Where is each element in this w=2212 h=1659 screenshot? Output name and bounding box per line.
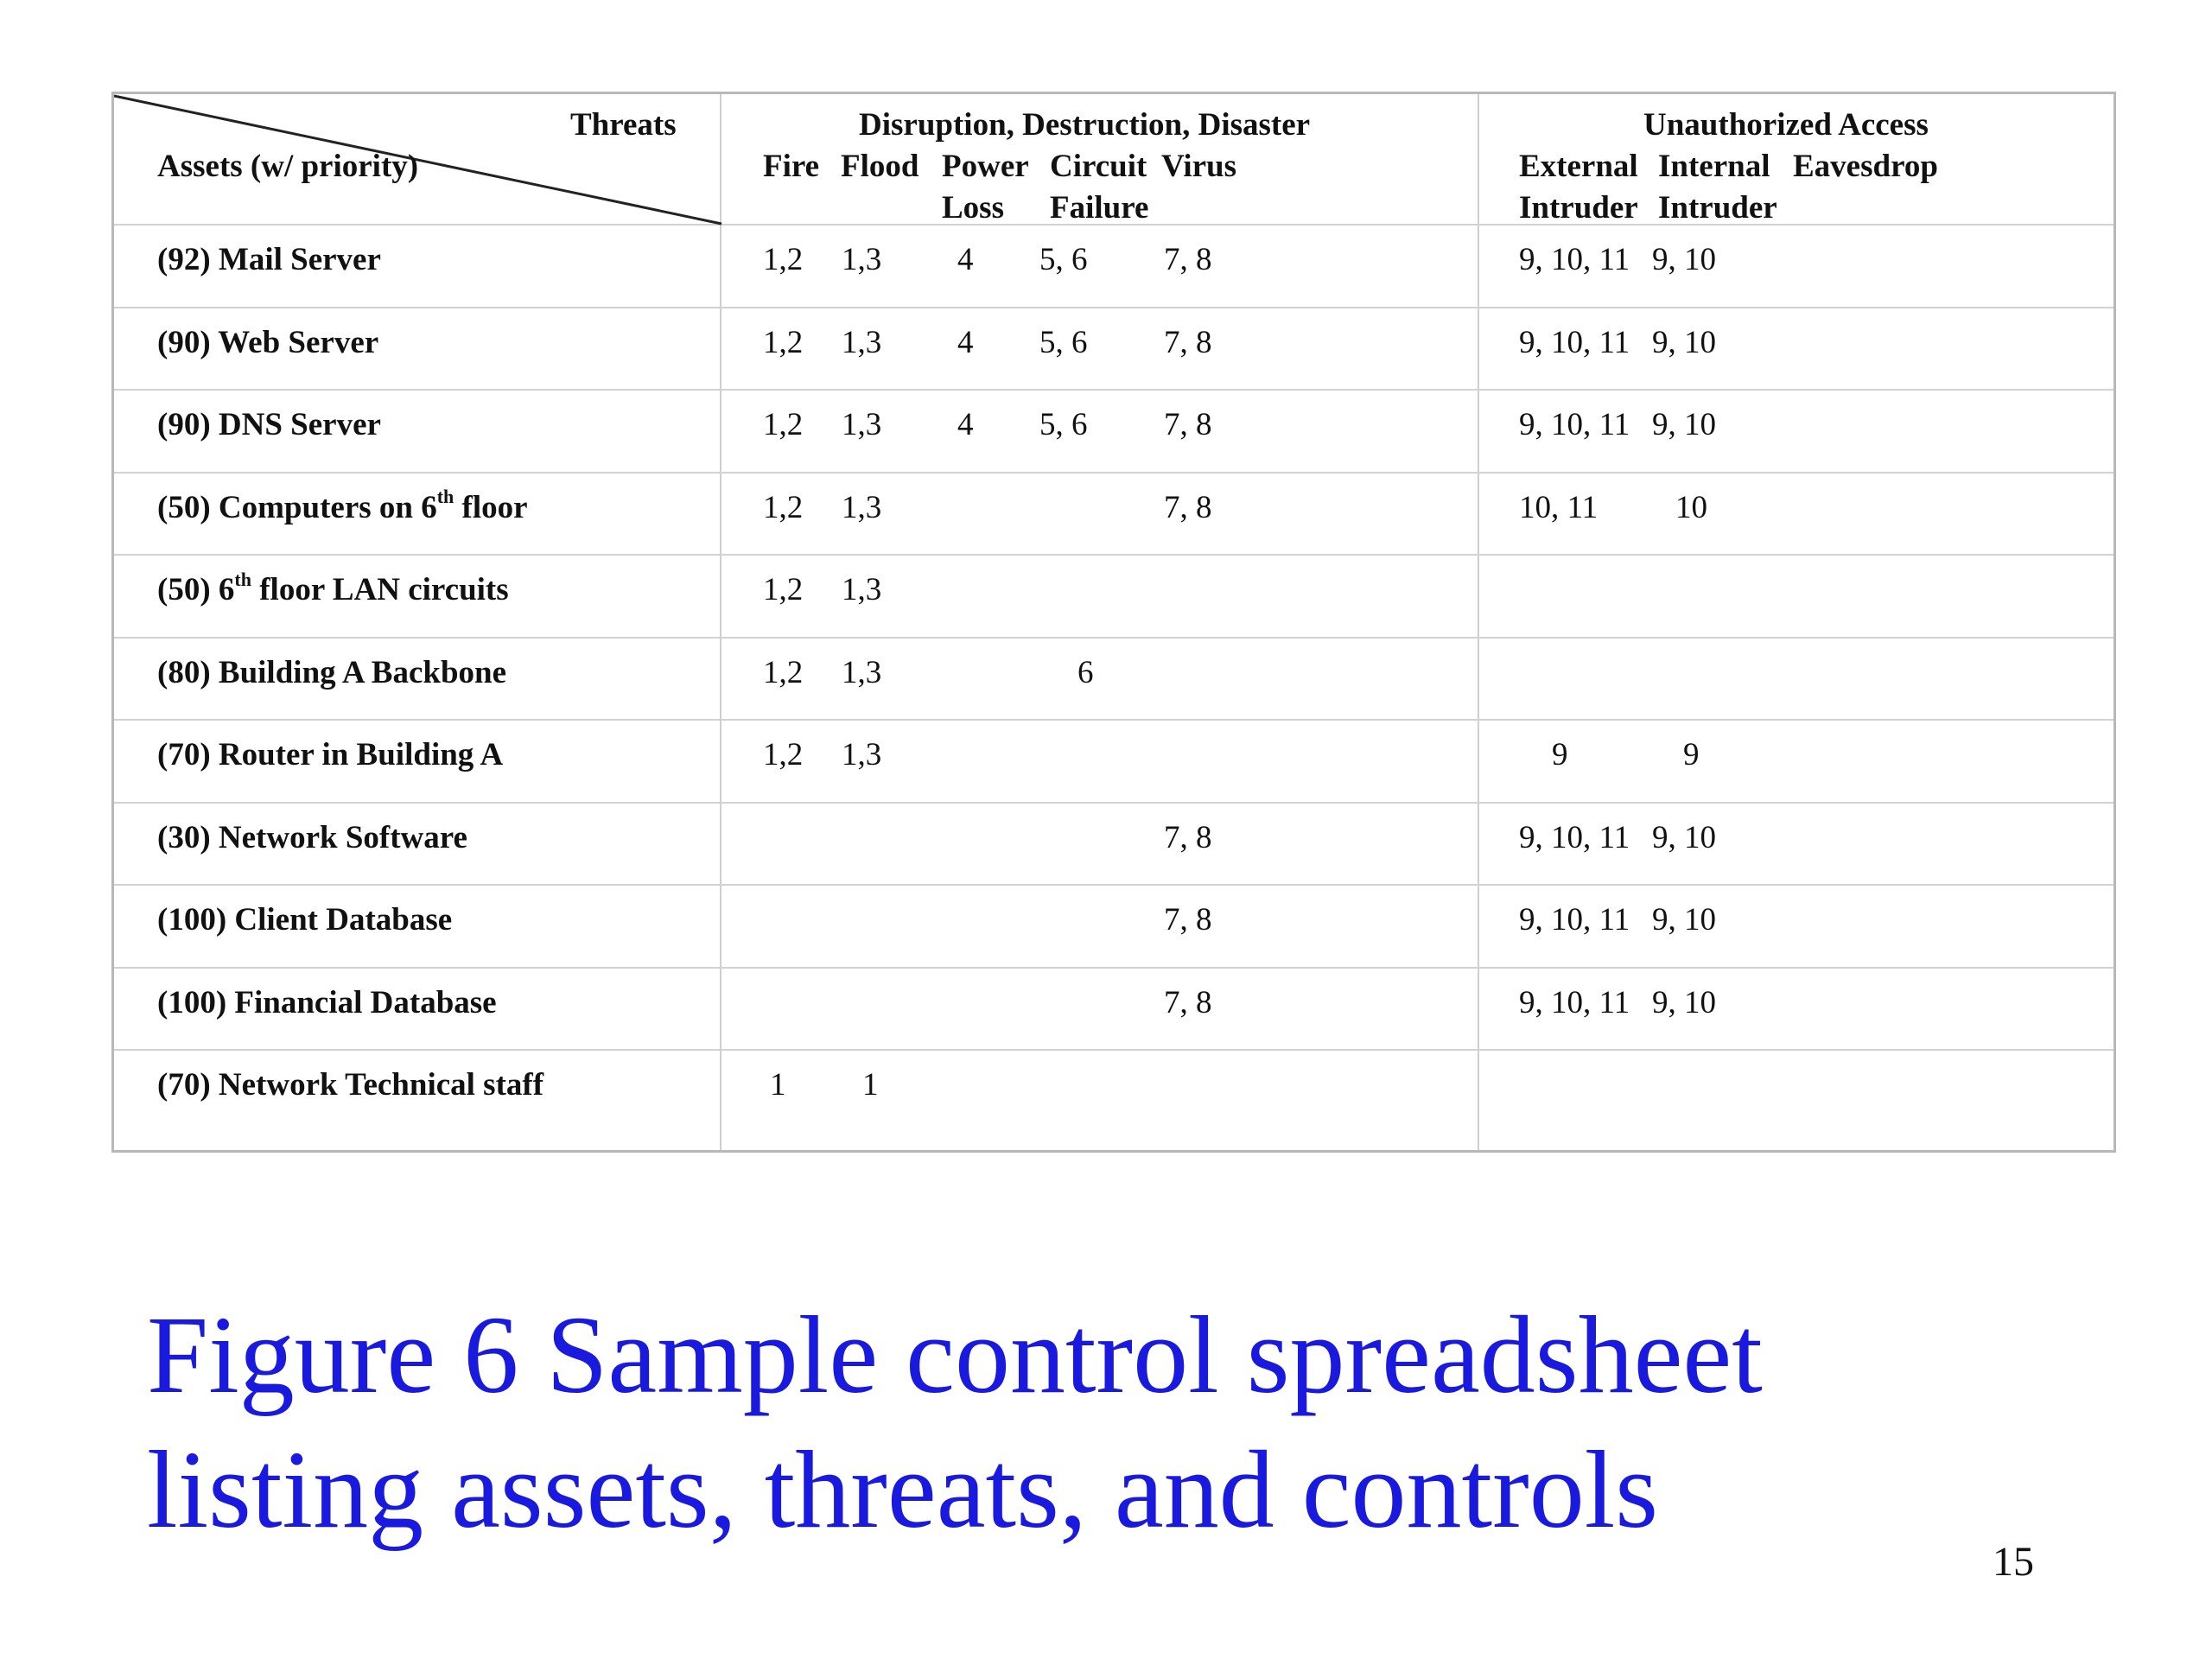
asset-label-text: (50) Computers on 6 [157, 489, 437, 525]
row-divider [114, 637, 2113, 639]
cell-fire: 1,2 [763, 654, 804, 690]
caption-line-1: Figure 6 Sample control spreadsheet [147, 1294, 1763, 1416]
cell-circuit: 5, 6 [1039, 324, 1088, 360]
asset-label-text: (30) Network Software [157, 819, 467, 855]
power-column-header-line2: Loss [942, 190, 1004, 226]
asset-label [157, 406, 381, 444]
cell-virus: 7, 8 [1164, 242, 1212, 277]
row-divider [114, 472, 2113, 474]
asset-label [157, 819, 467, 857]
cell-power: 4 [957, 407, 974, 442]
cell-flood: 1,3 [842, 489, 882, 525]
asset-label-text: (100) Client Database [157, 902, 453, 938]
asset-label-text: (80) Building A Backbone [157, 654, 507, 690]
circuit-column-header-line2: Failure [1050, 190, 1149, 226]
cell-virus: 7, 8 [1164, 902, 1212, 938]
asset-label-superscript: th [436, 486, 454, 508]
asset-label-text: (92) Mail Server [157, 242, 381, 277]
column-divider-assets [720, 94, 721, 1150]
cell-internal: 9, 10 [1652, 984, 1716, 1020]
cell-flood: 1,3 [842, 572, 882, 607]
cell-internal: 9, 10 [1652, 242, 1716, 277]
cell-internal: 9 [1683, 737, 1700, 772]
external-column-header: External [1519, 149, 1638, 184]
asset-label [157, 324, 378, 362]
caption-line-2: listing assets, threats, and controls [147, 1428, 1659, 1551]
asset-label [157, 736, 503, 774]
cell-virus: 7, 8 [1164, 819, 1212, 855]
cell-flood: 1,3 [842, 737, 882, 772]
cell-power: 4 [957, 324, 974, 360]
cell-flood: 1,3 [842, 407, 882, 442]
cell-internal: 9, 10 [1652, 902, 1716, 938]
cell-external: 9, 10, 11 [1519, 324, 1630, 360]
cell-virus: 7, 8 [1164, 984, 1212, 1020]
page-number: 15 [1993, 1539, 2034, 1585]
eavesdrop-column-header: Eavesdrop [1793, 149, 1938, 184]
cell-flood: 1 [862, 1067, 879, 1103]
cell-fire: 1,2 [763, 572, 804, 607]
cell-internal: 9, 10 [1652, 407, 1716, 442]
asset-label-text: (70) Router in Building A [157, 737, 504, 772]
cell-power: 4 [957, 242, 974, 277]
disruption-group-title: Disruption, Destruction, Disaster [859, 107, 1311, 143]
power-column-header: Power [942, 149, 1029, 184]
row-divider [114, 1049, 2113, 1051]
asset-label-superscript: th [234, 568, 251, 590]
asset-label-text: (90) Web Server [157, 324, 379, 360]
asset-label [157, 568, 509, 609]
row-divider [114, 967, 2113, 969]
cell-external: 10, 11 [1519, 489, 1599, 525]
cell-virus: 7, 8 [1164, 324, 1212, 360]
cell-circuit: 5, 6 [1039, 407, 1088, 442]
row-divider [114, 802, 2113, 804]
cell-external: 9 [1552, 737, 1568, 772]
figure-caption [147, 1287, 2048, 1557]
cell-flood: 1,3 [842, 242, 882, 277]
cell-external: 9, 10, 11 [1519, 902, 1630, 938]
row-divider [114, 307, 2113, 308]
cell-internal: 9, 10 [1652, 324, 1716, 360]
circuit-column-header: Circuit [1050, 149, 1147, 184]
asset-label-text-suffix: floor [454, 489, 528, 525]
asset-label-text: (70) Network Technical staff [157, 1067, 544, 1103]
row-divider [114, 389, 2113, 391]
internal-column-header-line2: Intruder [1658, 190, 1777, 226]
asset-label [157, 486, 528, 527]
cell-circuit: 5, 6 [1039, 242, 1088, 277]
unauthorized-access-group-title: Unauthorized Access [1643, 107, 1929, 143]
asset-label-text: (90) DNS Server [157, 407, 381, 442]
cell-fire: 1,2 [763, 737, 804, 772]
asset-label [157, 241, 381, 279]
asset-label-text: (50) 6 [157, 572, 235, 607]
cell-flood: 1,3 [842, 324, 882, 360]
cell-flood: 1,3 [842, 654, 882, 690]
cell-fire: 1 [770, 1067, 786, 1103]
asset-label [157, 1066, 543, 1104]
control-spreadsheet-table [111, 92, 2116, 1153]
flood-column-header: Flood [841, 149, 919, 184]
asset-label [157, 984, 497, 1022]
cell-fire: 1,2 [763, 489, 804, 525]
asset-label-text: (100) Financial Database [157, 984, 497, 1020]
cell-fire: 1,2 [763, 324, 804, 360]
cell-external: 9, 10, 11 [1519, 984, 1630, 1020]
cell-internal: 9, 10 [1652, 819, 1716, 855]
cell-virus: 7, 8 [1164, 489, 1212, 525]
cell-fire: 1,2 [763, 242, 804, 277]
cell-external: 9, 10, 11 [1519, 819, 1630, 855]
column-divider-groups [1478, 94, 1479, 1150]
virus-column-header: Virus [1161, 149, 1237, 184]
threats-header-label: Threats [570, 107, 677, 143]
asset-label-text-suffix: floor LAN circuits [251, 572, 509, 607]
internal-column-header: Internal [1658, 149, 1770, 184]
assets-header-label: Assets (w/ priority) [157, 149, 419, 184]
cell-external: 9, 10, 11 [1519, 242, 1630, 277]
external-column-header-line2: Intruder [1519, 190, 1638, 226]
row-divider [114, 719, 2113, 721]
asset-label [157, 654, 506, 692]
cell-internal: 10 [1675, 489, 1707, 525]
cell-fire: 1,2 [763, 407, 804, 442]
cell-external: 9, 10, 11 [1519, 407, 1630, 442]
cell-virus: 7, 8 [1164, 407, 1212, 442]
cell-circuit: 6 [1077, 654, 1094, 690]
row-divider [114, 554, 2113, 556]
asset-label [157, 901, 452, 939]
row-divider [114, 884, 2113, 886]
fire-column-header: Fire [763, 149, 820, 184]
